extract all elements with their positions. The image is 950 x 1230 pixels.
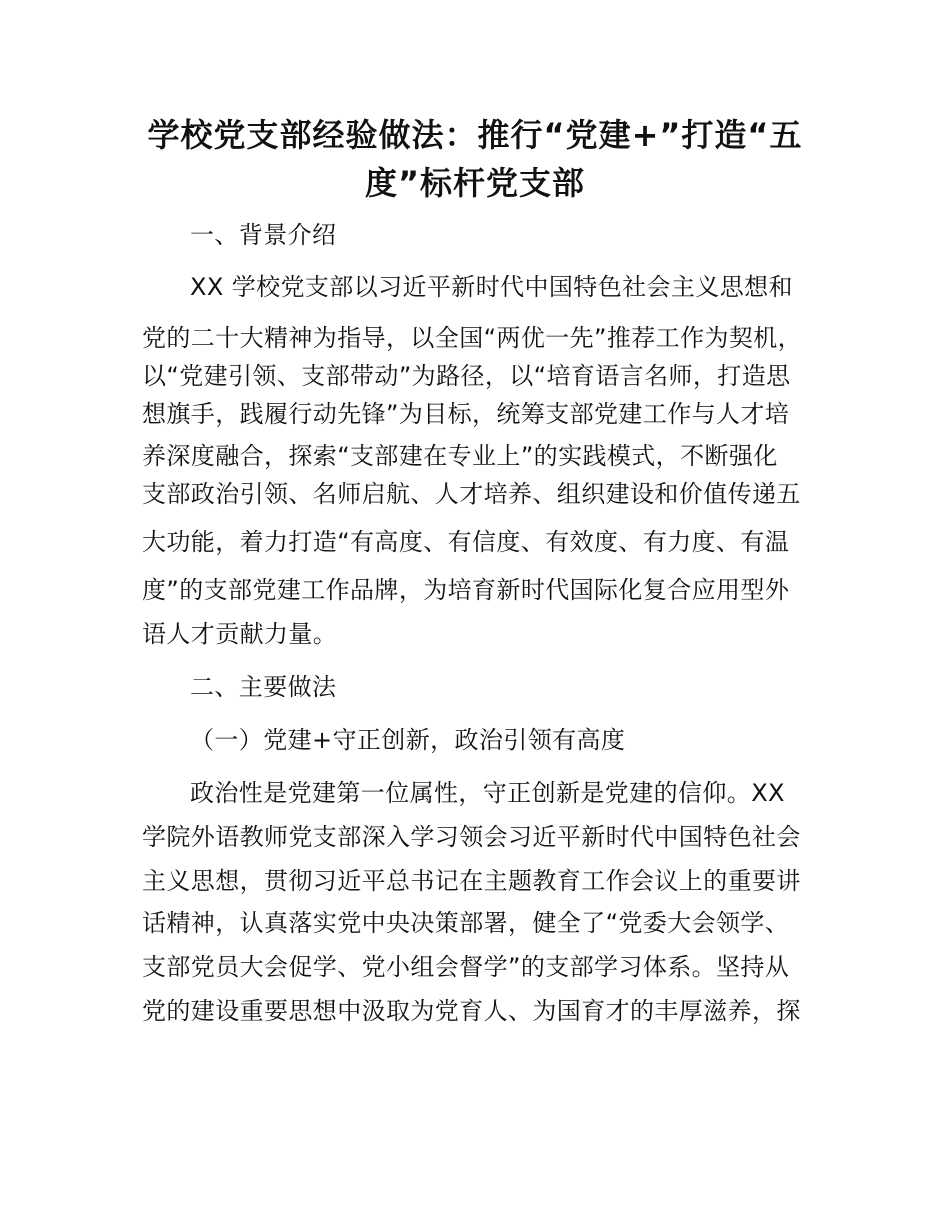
paragraph-line: 大功能，着力打造“有高度、有信度、有效度、有力度、有温: [142, 528, 790, 556]
paragraph-line: 主义思想，贯彻习近平总书记在主题教育工作会议上的重要讲: [142, 867, 801, 895]
paragraph-line: 学院外语教师党支部深入学习领会习近平新时代中国特色社会: [142, 823, 801, 851]
paragraph-line: 度”的支部党建工作品牌，为培育新时代国际化复合应用型外: [142, 576, 790, 604]
subsection-heading: （一）党建+守正创新，政治引领有高度: [190, 726, 626, 754]
section-heading-background: 一、背景介绍: [190, 221, 337, 249]
paragraph-line: 支部党员大会促学、党小组会督学”的支部学习体系。坚持从: [142, 953, 790, 981]
paragraph-line: 养深度融合，探索“支部建在专业上”的实践模式，不断强化: [142, 442, 778, 470]
paragraph-line: 想旗手，践履行动先锋”为目标，统筹支部党建工作与人才培: [142, 400, 790, 428]
title-line-1: 学校党支部经验做法：推行“党建+”打造“五: [147, 116, 803, 154]
paragraph-line: 支部政治引领、名师启航、人才培养、组织建设和价值传递五: [142, 480, 801, 508]
paragraph-line: 语人才贡献力量。: [142, 620, 338, 648]
paragraph-line: 党的二十大精神为指导，以全国“两优一先”推荐工作为契机，: [142, 324, 803, 352]
paragraph-line: XX 学校党支部以习近平新时代中国特色社会主义思想和: [190, 273, 793, 301]
paragraph-line: 话精神，认真落实党中央决策部署，健全了“党委大会领学、: [142, 909, 790, 937]
paragraph-line: 以“党建引领、支部带动”为路径，以“培育语言名师，打造思: [142, 362, 791, 390]
paragraph-line: 党的建设重要思想中汲取为党育人、为国育才的丰厚滋养，探: [142, 997, 801, 1025]
document-title: [140, 111, 810, 207]
section-heading-methods: 二、主要做法: [190, 673, 337, 701]
paragraph-line: 政治性是党建第一位属性，守正创新是党建的信仰。XX: [190, 779, 785, 807]
title-line-2: 度”标杆党支部: [364, 164, 586, 202]
